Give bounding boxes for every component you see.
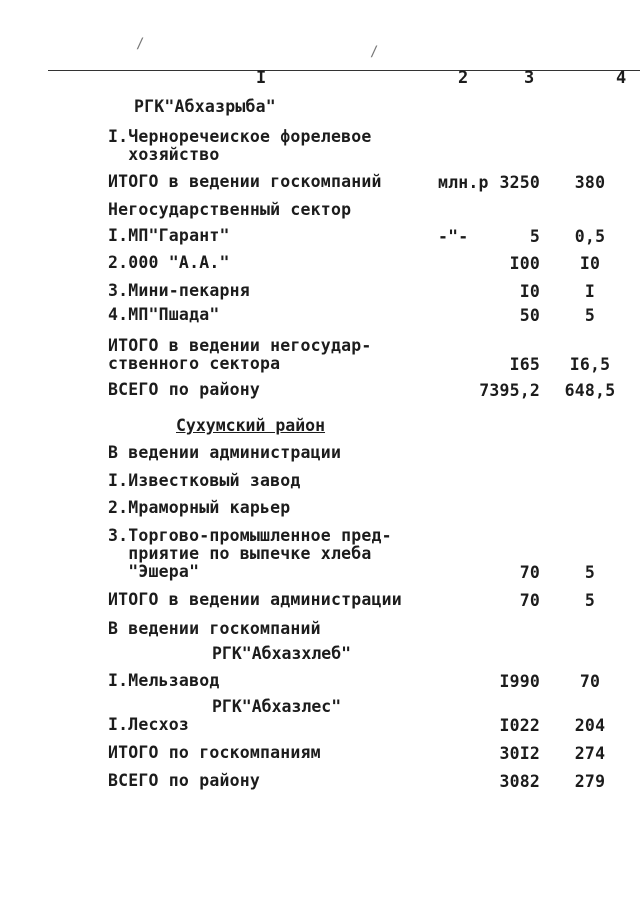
row-value-col4: 70 — [579, 672, 601, 691]
row-value-col3: I990 — [499, 672, 540, 691]
row-label: ИТОГО по госкомпаниям — [108, 743, 321, 762]
header-rule — [48, 70, 640, 71]
row-value-col4: 204 — [574, 716, 606, 735]
row-label: хозяйство — [108, 145, 220, 164]
row-label: В ведении госкомпаний — [108, 619, 321, 638]
row-label: Негосударственный сектор — [108, 200, 352, 219]
row-value-col4: 0,5 — [574, 227, 606, 246]
column-4-header: 4 — [616, 68, 627, 88]
row-label: РГК"Абхазрыба" — [134, 97, 276, 116]
row-unit: -"- — [438, 227, 469, 246]
row-value-col4: I6,5 — [569, 355, 611, 374]
row-value-col3: I00 — [509, 254, 540, 273]
row-value-col4: I0 — [579, 254, 601, 273]
row-value-col3: I0 — [519, 282, 540, 301]
row-unit: млн.р — [438, 173, 489, 192]
row-label: I.Лесхоз — [108, 715, 190, 734]
section-title: Сухумский район — [176, 416, 326, 435]
row-label: В ведении администрации — [108, 443, 342, 462]
column-3-header: 3 — [524, 68, 535, 88]
column-2-header: 2 — [458, 68, 469, 88]
row-label: "Эшера" — [108, 562, 200, 581]
row-value-col3: 30I2 — [499, 744, 540, 763]
stray-mark: / — [136, 36, 145, 52]
row-label: I.Известковый завод — [108, 471, 301, 490]
row-value-col3: 70 — [519, 563, 540, 582]
row-value-col4: 5 — [584, 306, 596, 325]
row-value-col4: 380 — [574, 173, 606, 192]
row-value-col3: 3250 — [499, 173, 540, 192]
row-label: I.МП"Гарант" — [108, 226, 230, 245]
row-value-col3: 7395,2 — [479, 381, 540, 400]
row-label: приятие по выпечке хлеба — [108, 544, 372, 563]
row-value-col4: 5 — [584, 563, 596, 582]
subheading: РГК"Абхазхлеб" — [212, 644, 352, 663]
row-value-col4: 274 — [574, 744, 606, 763]
row-value-col3: I022 — [499, 716, 540, 735]
row-label: 2.Мраморный карьер — [108, 498, 291, 517]
row-value-col4: 5 — [584, 591, 596, 610]
row-label: ИТОГО в ведении администрации — [108, 590, 402, 609]
row-value-col3: I65 — [509, 355, 540, 374]
row-value-col3: 5 — [529, 227, 540, 246]
row-value-col3: 50 — [519, 306, 540, 325]
subheading: РГК"Абхазлес" — [212, 697, 342, 716]
row-label: 4.МП"Пшада" — [108, 305, 220, 324]
row-label: ВСЕГО по району — [108, 771, 261, 790]
row-label: ИТОГО в ведении госкомпаний — [108, 172, 382, 191]
row-label: ИТОГО в ведении негосудар- — [108, 336, 372, 355]
row-value-col3: 70 — [519, 591, 540, 610]
row-value-col3: 3082 — [499, 772, 540, 791]
row-label: 3.Мини-пекарня — [108, 281, 250, 300]
row-label: 2.000 "А.А." — [108, 253, 230, 272]
row-label: I.Черноречеиское форелевое — [108, 127, 372, 146]
stray-mark: / — [370, 44, 379, 60]
row-label: ВСЕГО по району — [108, 380, 261, 399]
row-value-col4: 648,5 — [564, 381, 616, 400]
row-label: I.Мельзавод — [108, 671, 220, 690]
row-label: 3.Торгово-промышленное пред- — [108, 526, 392, 545]
column-1-header: I — [256, 68, 267, 88]
row-value-col4: I — [584, 282, 596, 301]
row-value-col4: 279 — [574, 772, 606, 791]
row-label: ственного сектора — [108, 354, 281, 373]
